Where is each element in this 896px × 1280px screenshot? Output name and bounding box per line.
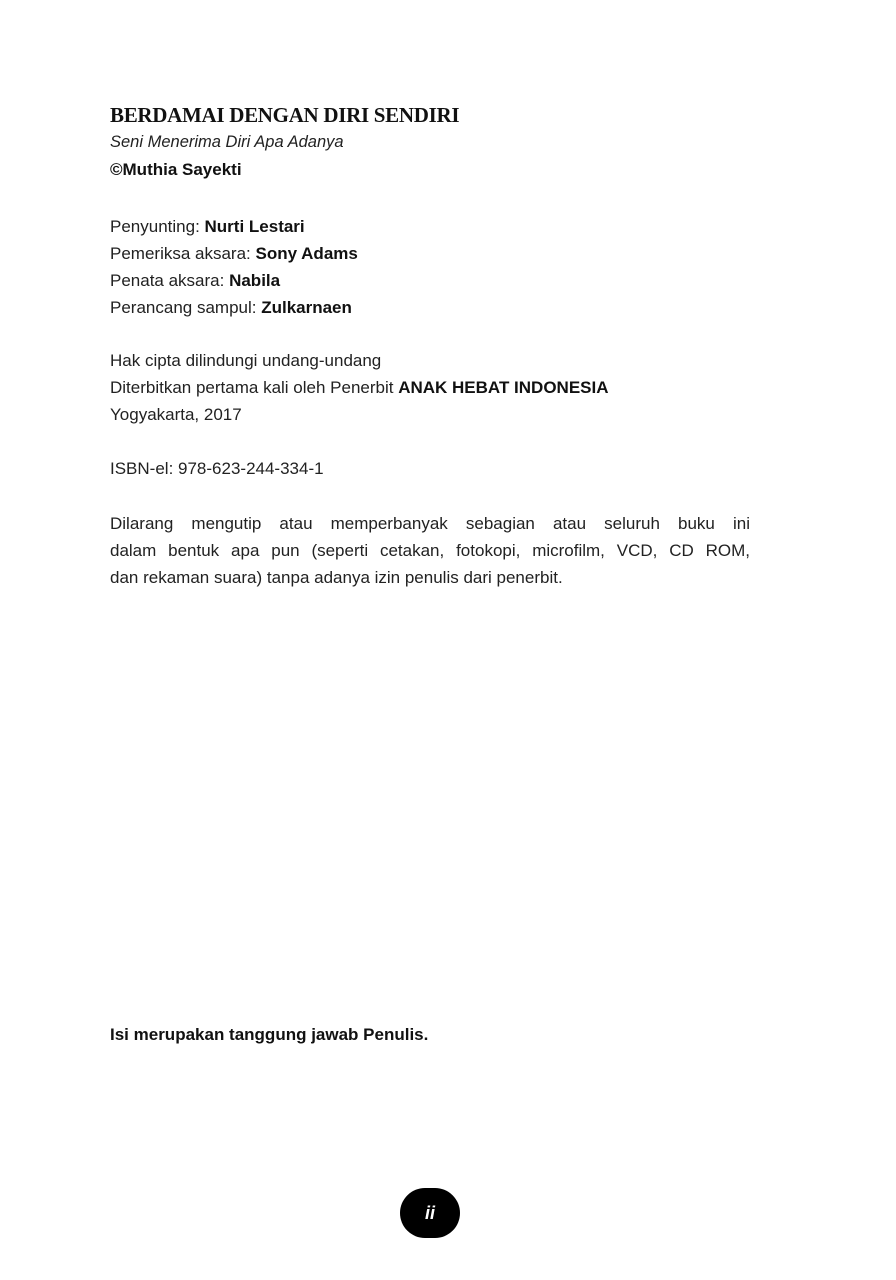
copy-notice: [110, 510, 750, 591]
credit-cover-designer: Perancang sampul: Zulkarnaen: [110, 298, 352, 317]
page-number-badge: ii: [400, 1188, 460, 1238]
notice-line: dan rekaman suara) tanpa adanya izin penulis dari penerbit.: [110, 568, 563, 587]
publisher-name: ANAK HEBAT INDONESIA: [398, 378, 609, 397]
credit-typesetter: Penata aksara: Nabila: [110, 271, 281, 290]
isbn-line: ISBN-el: 978-623-244-334-1: [110, 459, 324, 478]
rights-block: [110, 347, 609, 428]
credits-block: [110, 213, 358, 321]
notice-line: Dilarang mengutip atau memperbanyak sebagian atau seluruh buku ini: [110, 514, 750, 533]
copyright-line: ©Muthia Sayekti: [110, 160, 242, 179]
rights-protected: Hak cipta dilindungi undang-undang: [110, 351, 382, 370]
credit-editor: Penyunting: Nurti Lestari: [110, 217, 305, 236]
rights-place-year: Yogyakarta, 2017: [110, 405, 242, 424]
book-title: BERDAMAI DENGAN DIRI SENDIRI: [110, 103, 460, 127]
credit-proofreader: Pemeriksa aksara: Sony Adams: [110, 244, 358, 263]
responsibility-statement: Isi merupakan tanggung jawab Penulis.: [110, 1025, 429, 1044]
isbn-block: [110, 455, 324, 482]
rights-publisher-line: Diterbitkan pertama kali oleh Penerbit ANAK HEBAT INDONESIA: [110, 378, 609, 397]
notice-line: dalam bentuk apa pun (seperti cetakan, fotokopi, microfilm, VCD, CD ROM,: [110, 541, 750, 560]
book-subtitle: Seni Menerima Diri Apa Adanya: [110, 133, 344, 151]
